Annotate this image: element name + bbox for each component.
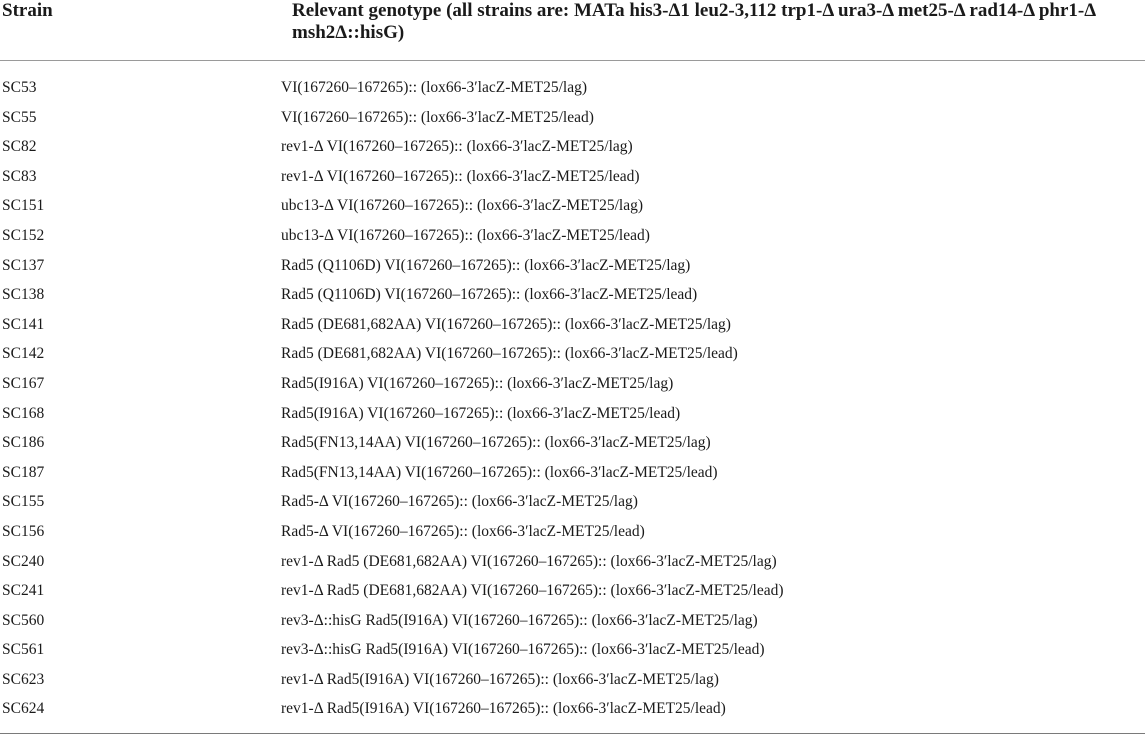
table-row	[0, 339, 1145, 369]
genotype-cell: rev1-Δ Rad5 (DE681,682AA) VI(167260–167265):: (lox66-3′lacZ-MET25/lead)	[281, 582, 784, 600]
strain-cell: SC168	[2, 404, 45, 422]
genotype-cell: rev1-Δ VI(167260–167265):: (lox66-3′lacZ-MET25/lag)	[281, 138, 633, 156]
strain-cell: SC138	[2, 286, 45, 304]
genotype-cell: Rad5 (DE681,682AA) VI(167260–167265):: (lox66-3′lacZ-MET25/lead)	[281, 345, 738, 363]
table-row	[0, 280, 1145, 310]
table-row	[0, 635, 1145, 665]
table-row	[0, 606, 1145, 636]
genotype-cell: rev3-Δ::hisG Rad5(I916A) VI(167260–167265):: (lox66-3′lacZ-MET25/lead)	[281, 641, 765, 659]
genotype-cell: ubc13-Δ VI(167260–167265):: (lox66-3′lacZ-MET25/lag)	[281, 197, 644, 215]
table-row	[0, 103, 1145, 133]
genotype-cell: Rad5(FN13,14AA) VI(167260–167265):: (lox66-3′lacZ-MET25/lag)	[281, 434, 711, 452]
table-row	[0, 221, 1145, 251]
strain-cell: SC187	[2, 463, 45, 481]
table-row	[0, 251, 1145, 281]
strain-cell: SC560	[2, 611, 45, 629]
table-row	[0, 132, 1145, 162]
table-header	[0, 0, 1145, 61]
strain-cell: SC152	[2, 226, 45, 244]
strain-cell: SC561	[2, 641, 45, 659]
table-row	[0, 517, 1145, 547]
strain-cell: SC241	[2, 582, 45, 600]
genotype-cell: ubc13-Δ VI(167260–167265):: (lox66-3′lacZ-MET25/lead)	[281, 226, 650, 244]
table-row	[0, 191, 1145, 221]
strain-cell: SC53	[2, 79, 37, 96]
strain-cell: SC142	[2, 345, 45, 363]
strain-cell: SC624	[2, 700, 45, 718]
genotype-cell: Rad5-Δ VI(167260–167265):: (lox66-3′lacZ-MET25/lag)	[281, 493, 638, 511]
header-strain: Strain	[2, 0, 53, 21]
table-row	[0, 162, 1145, 192]
table-row	[0, 73, 1145, 103]
strain-cell: SC186	[2, 434, 45, 452]
table-body	[0, 73, 1145, 724]
strain-cell: SC55	[2, 108, 37, 126]
table-row	[0, 369, 1145, 399]
strain-cell: SC155	[2, 493, 45, 511]
genotype-cell: Rad5(FN13,14AA) VI(167260–167265):: (lox66-3′lacZ-MET25/lead)	[281, 463, 718, 481]
table-row	[0, 458, 1145, 488]
header-genotype: Relevant genotype (all strains are: MATa his3-Δ1 leu2-3,112 trp1-Δ ura3-Δ met25-Δ rad14-Δ phr1-Δ msh2Δ::hisG)	[292, 0, 1096, 43]
genotype-cell: VI(167260–167265):: (lox66-3′lacZ-MET25/lead)	[281, 108, 594, 126]
strain-cell: SC82	[2, 138, 37, 156]
strain-cell: SC83	[2, 167, 37, 185]
genotype-cell: Rad5 (Q1106D) VI(167260–167265):: (lox66-3′lacZ-MET25/lead)	[281, 286, 698, 304]
genotype-cell: Rad5 (Q1106D) VI(167260–167265):: (lox66-3′lacZ-MET25/lag)	[281, 256, 691, 274]
table-row	[0, 665, 1145, 695]
table-row	[0, 547, 1145, 577]
genotype-cell: rev1-Δ Rad5 (DE681,682AA) VI(167260–167265):: (lox66-3′lacZ-MET25/lag)	[281, 552, 777, 570]
table-row	[0, 487, 1145, 517]
genotype-cell: rev1-Δ Rad5(I916A) VI(167260–167265):: (lox66-3′lacZ-MET25/lag)	[281, 670, 719, 688]
table-bottom-rule	[0, 733, 1145, 734]
genotype-cell: Rad5-Δ VI(167260–167265):: (lox66-3′lacZ-MET25/lead)	[281, 522, 645, 540]
genotype-cell: VI(167260–167265):: (lox66-3′lacZ-MET25/lag)	[281, 79, 588, 96]
table-row	[0, 694, 1145, 724]
strain-cell: SC167	[2, 374, 45, 392]
table-row	[0, 310, 1145, 340]
genotype-cell: rev1-Δ VI(167260–167265):: (lox66-3′lacZ-MET25/lead)	[281, 167, 640, 185]
strain-cell: SC141	[2, 315, 45, 333]
table-row	[0, 428, 1145, 458]
strain-cell: SC151	[2, 197, 45, 215]
strain-cell: SC156	[2, 522, 45, 540]
strain-cell: SC623	[2, 670, 45, 688]
table-row	[0, 399, 1145, 429]
table-row	[0, 576, 1145, 606]
genotype-cell: rev3-Δ::hisG Rad5(I916A) VI(167260–167265):: (lox66-3′lacZ-MET25/lag)	[281, 611, 758, 629]
genotype-cell: Rad5 (DE681,682AA) VI(167260–167265):: (lox66-3′lacZ-MET25/lag)	[281, 315, 731, 333]
genotype-cell: Rad5(I916A) VI(167260–167265):: (lox66-3′lacZ-MET25/lag)	[281, 374, 674, 392]
genotype-cell: Rad5(I916A) VI(167260–167265):: (lox66-3′lacZ-MET25/lead)	[281, 404, 681, 422]
strain-cell: SC240	[2, 552, 45, 570]
strain-cell: SC137	[2, 256, 45, 274]
genotype-cell: rev1-Δ Rad5(I916A) VI(167260–167265):: (lox66-3′lacZ-MET25/lead)	[281, 700, 726, 718]
